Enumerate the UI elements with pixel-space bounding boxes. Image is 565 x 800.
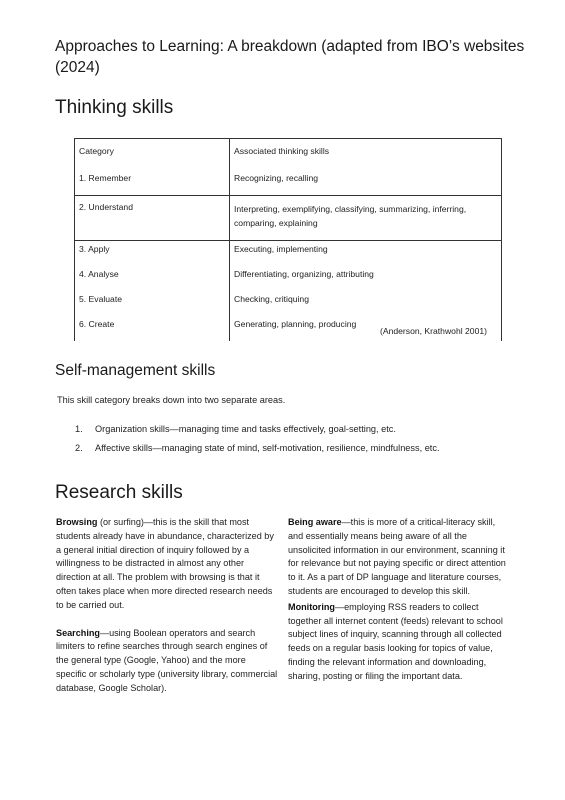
row-category: 3. Apply [75, 241, 230, 267]
definition-monitoring: —employing RSS readers to collect together all internet content (feeds) relevant to school subject lines of inquiry, scanning through all collected feeds on a regular basis looking for topics of value, finding the relevant information and downloading, sharing, posting or filing the important data. [288, 601, 503, 681]
row-category: 1. Remember [75, 170, 230, 196]
row-category: 2. Understand [75, 196, 230, 241]
document-title: Approaches to Learning: A breakdown (adapted from IBO’s websites (2024) [55, 38, 525, 76]
row-skills: Interpreting, exemplifying, classifying, summarizing, inferring, comparing, explaining [230, 196, 502, 241]
list-item-text: Organization skills—managing time and tasks effectively, goal-setting, etc. [95, 424, 396, 434]
thinking-skills-heading: Thinking skills [55, 97, 174, 118]
term-monitoring: Monitoring [288, 601, 335, 612]
table-row [75, 170, 502, 196]
list-item-number: 1. [75, 424, 83, 434]
list-item [57, 443, 440, 462]
definition-browsing: (or surfing)—this is the skill that most students already have in abundance, characterized by a general initial direction of inquiry followed by a willingness to be distracted in almost any other direction at all. The problem with browsing is that it often takes place when more directed research needs to be carried out. [56, 517, 274, 610]
definition-being-aware: —this is more of a critical-literacy skill, and essentially means being aware of all the unsolicited information in our environment, scanning it for relevance but not paying specific or direct attention to it. As a part of DP language and literature courses, students are encouraged to develop this skill. [288, 517, 506, 596]
table-row [75, 196, 502, 241]
research-skills-heading: Research skills [55, 482, 183, 503]
research-left-column [56, 516, 278, 696]
definition-searching: —using Boolean operators and search limiters to refine searches through search engines of the general type (Google, Yahoo) and the more specific or scholarly type (university library, commercial database, Google Scholar). [56, 627, 278, 693]
header-skills: Associated thinking skills [230, 139, 502, 171]
row-category: 4. Analyse [75, 266, 230, 291]
table-row [75, 291, 502, 316]
row-skills: Differentiating, organizing, attributing [230, 266, 502, 291]
research-right-column [288, 516, 510, 684]
row-category: 5. Evaluate [75, 291, 230, 316]
table-header-row [75, 139, 502, 171]
row-skills: Generating, planning, producing [230, 316, 502, 341]
list-item-text: Affective skills—managing state of mind, self-motivation, resilience, mindfulness, etc. [95, 443, 440, 453]
term-being-aware: Being aware [288, 517, 342, 527]
row-skills: Recognizing, recalling [230, 170, 502, 196]
thinking-skills-table [74, 138, 502, 341]
term-searching: Searching [56, 627, 100, 638]
table-row [75, 266, 502, 291]
self-management-intro: This skill category breaks down into two separate areas. [57, 395, 286, 405]
paragraph-browsing [56, 516, 278, 613]
row-skills: Checking, critiquing [230, 291, 502, 316]
table-row [75, 241, 502, 267]
paragraph-monitoring [288, 601, 510, 684]
list-item [57, 424, 440, 443]
list-item-number: 2. [75, 443, 83, 453]
header-category: Category [75, 139, 230, 171]
term-browsing: Browsing [56, 517, 98, 527]
paragraph-searching [56, 627, 278, 696]
table-citation: (Anderson, Krathwohl 2001) [380, 326, 488, 336]
paragraph-being-aware [288, 516, 510, 599]
self-management-heading: Self-management skills [55, 362, 216, 379]
row-skills: Executing, implementing [230, 241, 502, 267]
row-category: 6. Create [75, 316, 230, 341]
self-management-list [57, 424, 440, 462]
